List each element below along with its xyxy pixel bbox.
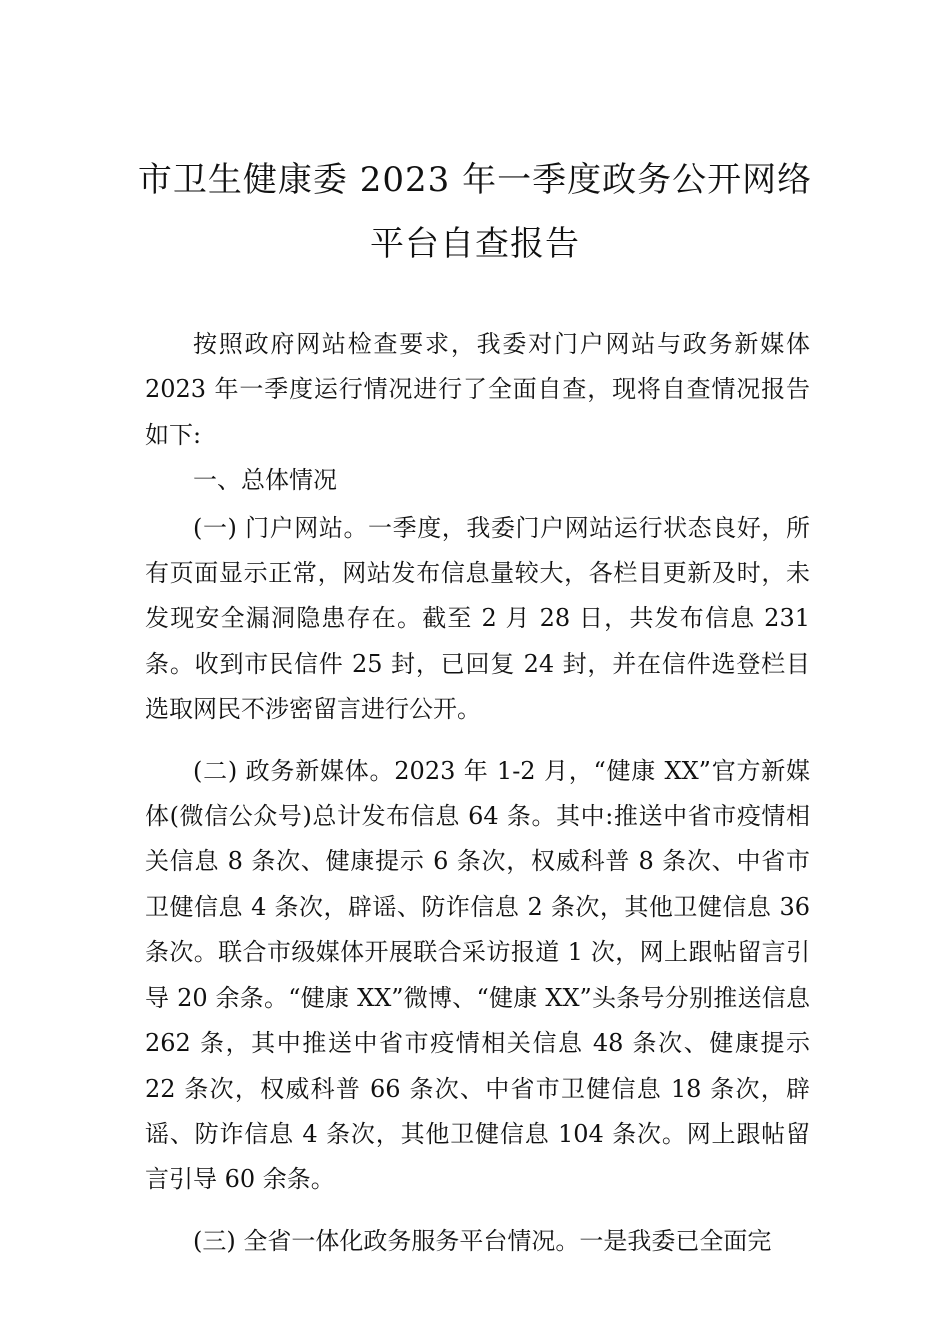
paragraph-service-platform: (三) 全省一体化政务服务平台情况。一是我委已全面完 xyxy=(193,1226,772,1255)
paragraph-portal-website: (一) 门户网站。一季度，我委门户网站运行状态良好，所有页面显示正常，网站发布信息量较大，各栏目更新及时，未发现安全漏洞隐患存在。截至 2 月 28 日，共发布信息 231 条。收到市民信件 25 封，已回复 24 封，并在信件选登栏目选取网民不涉密留言进行公开。 xyxy=(145,513,810,724)
intro-paragraph: 按照政府网站检查要求，我委对门户网站与政务新媒体 2023 年一季度运行情况进行了全面自查，现将自查情况报告如下: xyxy=(145,330,810,449)
document-title xyxy=(0,160,950,264)
title-line-1: 市卫生健康委 2023 年一季度政务公开网络 xyxy=(137,160,813,200)
document-body xyxy=(145,322,810,1280)
paragraph-new-media: (二) 政务新媒体。2023 年 1-2 月，“健康 XX”官方新媒体(微信公众号)总计发布信息 64 条。其中:推送中省市疫情相关信息 8 条次、健康提示 6 条次，权威科普 8 条次、中省市卫健信息 4 条次，辟谣、防诈信息 2 条次，其他卫健信息 36 条次。联合市级媒体开展联合采访报道 1 次，网上跟帖留言引导 20 余条。“健康 XX”微博、“健康 XX”头条号分别推送信息 262 条，其中推送中省市疫情相关信息 48 条次、健康提示 22 条次，权威科普 66 条次、中省市卫健信息 18 条次，辟谣、防诈信息 4 条次，其他卫健信息 104 条次。网上跟帖留言引导 60 余条。 xyxy=(145,756,810,1194)
title-line-2: 平台自查报告 xyxy=(370,224,580,264)
section-heading-overall: 一、总体情况 xyxy=(193,466,337,495)
